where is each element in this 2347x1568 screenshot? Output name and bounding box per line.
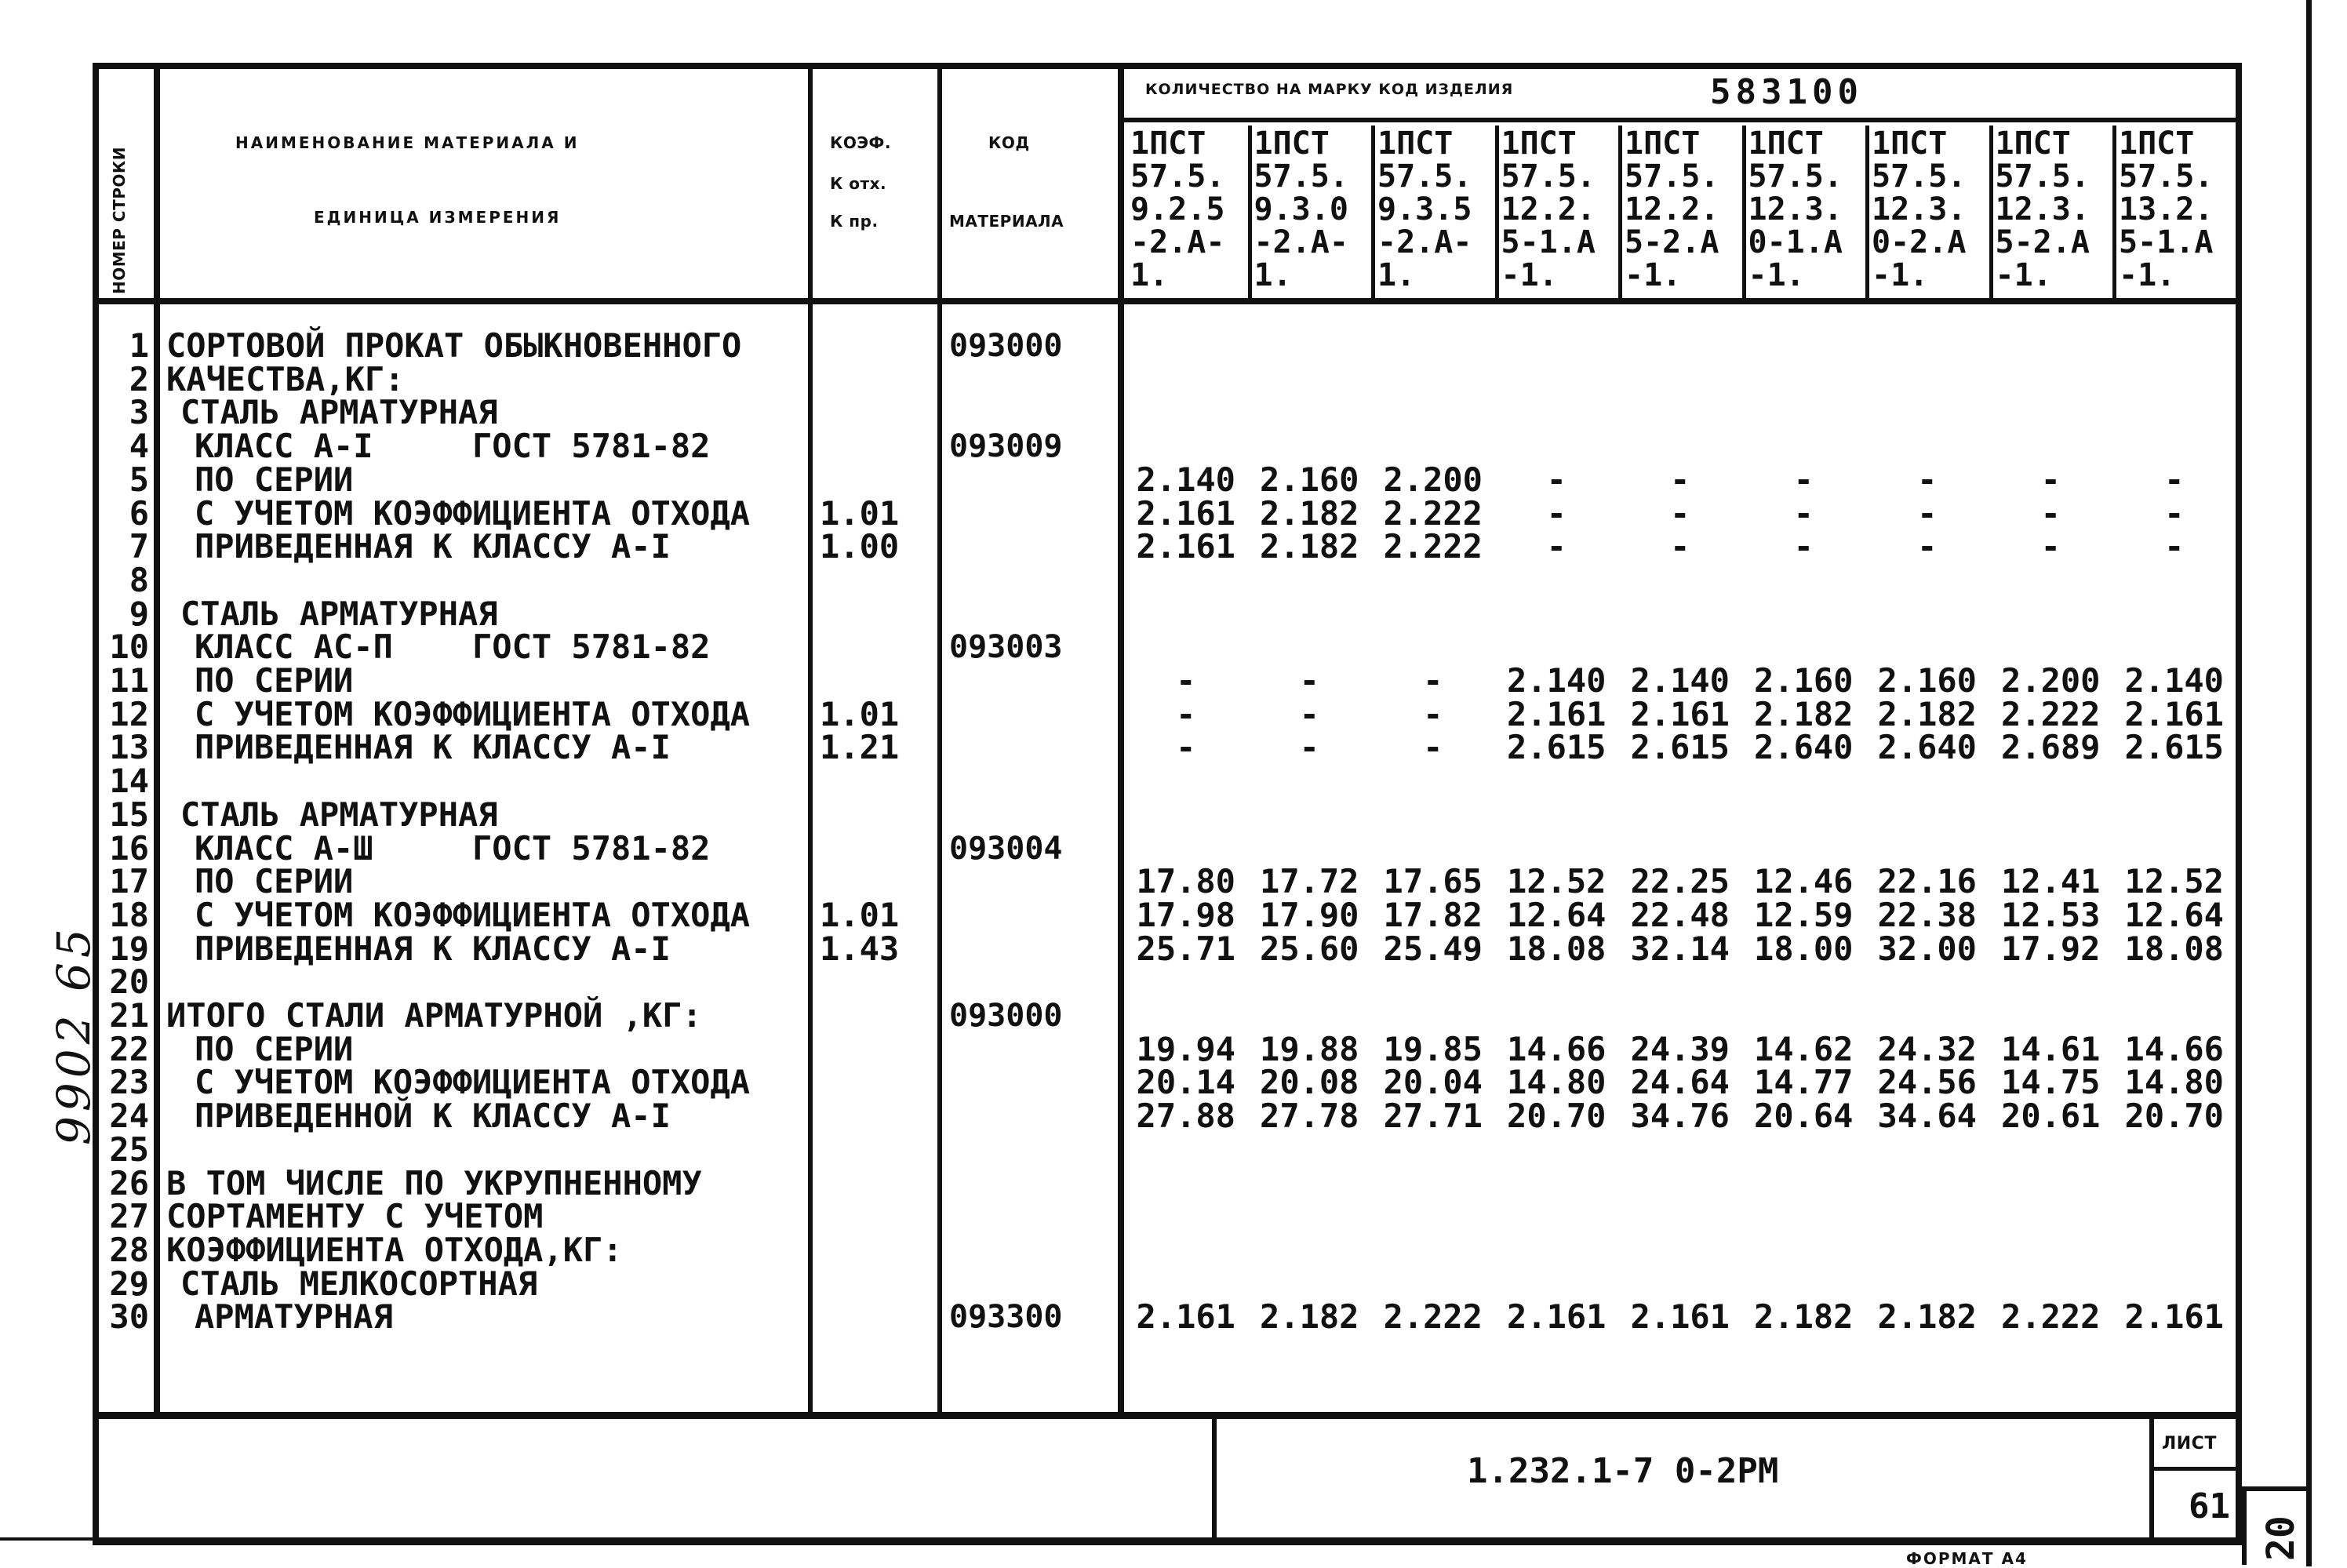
material-code: 093004 [949,830,1063,867]
product-column-header: 1ПСТ 57.5. 12.3. 0-1.А -1. [1748,127,1843,293]
header-divider [93,298,2242,304]
row-number: 27 [109,1197,149,1236]
quantity-value: 2.182 [1877,1297,1977,1337]
quantity-value: 2.161 [1136,493,1235,533]
quantity-value: 20.61 [2001,1097,2101,1136]
col-divider-coef [937,63,942,1418]
material-description: С УЧЕТОМ КОЭФФИЦИЕНТА ОТХОДА [195,895,751,934]
quantity-value: 20.04 [1383,1063,1483,1102]
quantity-value: 34.64 [1877,1097,1977,1136]
row-number-header: НОМЕР СТРОКИ [110,147,129,294]
col-divider-name [808,63,813,1418]
coef-header-line1: КОЭФ. [830,133,891,152]
quantity-value: 17.98 [1136,895,1235,934]
quantity-value: 2.140 [1136,460,1235,499]
product-column-header: 1ПСТ 57.5. 9.2.5 -2.А- 1. [1130,127,1225,293]
quantity-value: 14.66 [2124,1029,2224,1068]
quantity-value: 14.62 [1754,1029,1854,1068]
material-description: ПО СЕРИИ [195,862,354,901]
material-description: СТАЛЬ АРМАТУРНАЯ [180,594,498,633]
quantity-value: - [2164,460,2185,499]
material-description: СОРТАМЕНТУ С УЧЕТОМ [166,1197,544,1236]
coefficient: 1.43 [820,929,900,968]
format-label: ФОРМАТ А4 [1906,1549,2028,1568]
quantity-value: 2.161 [2124,1297,2224,1337]
quantity-value: 12.52 [2124,862,2224,901]
quantity-value: 2.182 [1754,694,1854,733]
row-number: 17 [109,862,149,901]
quantity-value: 17.72 [1260,862,1359,901]
row-number: 16 [109,828,149,868]
quantity-value: - [2040,493,2061,533]
quantity-value: 20.08 [1260,1063,1359,1102]
material-description: С УЧЕТОМ КОЭФФИЦИЕНТА ОТХОДА [195,1063,751,1102]
quantity-value: 32.00 [1877,929,1977,968]
quantity-value: 14.61 [2001,1029,2101,1068]
quantity-value: 2.161 [1136,527,1235,566]
row-number: 13 [109,728,149,767]
quantity-value: 2.182 [1260,493,1359,533]
page-bottom-line [0,1537,2243,1541]
quantity-value: 2.615 [1507,728,1607,767]
material-description: КЛАСС А-I ГОСТ 5781-82 [195,427,711,466]
quantity-value: 2.615 [1630,728,1730,767]
quantity-value: - [1423,661,1443,700]
row-number: 28 [109,1230,149,1269]
quantity-value: 12.59 [1754,895,1854,934]
row-number: 15 [109,795,149,834]
quantity-value: 2.222 [1383,493,1483,533]
row-number: 7 [129,527,149,566]
row-number: 12 [109,694,149,733]
row-number: 2 [129,359,149,398]
quantity-value: 2.640 [1754,728,1854,767]
quantity-value: 12.64 [1507,895,1607,934]
name-header-line1: НАИМЕНОВАНИЕ МАТЕРИАЛА И [235,133,580,152]
quantity-value: 2.140 [1630,661,1730,700]
quantity-value: 2.200 [2001,661,2101,700]
quantity-value: 24.56 [1877,1063,1977,1102]
material-description: КЛАСС АС-П ГОСТ 5781-82 [195,628,711,667]
quantity-value: 2.161 [1630,1297,1730,1337]
quantity-value: 24.32 [1877,1029,1977,1068]
sheet-number: 61 [2189,1486,2230,1526]
quantity-value: 2.640 [1877,728,1977,767]
material-description: С УЧЕТОМ КОЭФФИЦИЕНТА ОТХОДА [195,493,751,533]
quantity-value: 24.39 [1630,1029,1730,1068]
quantity-value: - [1299,661,1319,700]
product-column-header: 1ПСТ 57.5. 12.2. 5-1.А -1. [1501,127,1596,293]
quantity-value: 19.88 [1260,1029,1359,1068]
side-number: 20 [2259,1515,2303,1561]
row-number: 20 [109,962,149,1002]
qty-header: КОЛИЧЕСТВО НА МАРКУ КОД ИЗДЕЛИЯ [1145,81,1514,98]
code-header-line1: КОД [988,133,1030,152]
coefficient: 1.01 [820,694,900,733]
material-description: ПРИВЕДЕННАЯ К КЛАССУ А-I [195,929,671,968]
quantity-value: 2.160 [1260,460,1359,499]
quantity-value: - [1176,661,1196,700]
body-divider [93,1414,2242,1419]
quantity-value: - [1299,694,1319,733]
row-number: 21 [109,996,149,1035]
product-column-header-divider [1371,126,1375,300]
quantity-value: 24.64 [1630,1063,1730,1102]
code-header-line2: МАТЕРИАЛА [949,212,1064,231]
quantity-value: 2.182 [1260,527,1359,566]
quantity-value: 34.76 [1630,1097,1730,1136]
quantity-value: 2.161 [1507,694,1607,733]
quantity-value: 25.60 [1260,929,1359,968]
quantity-value: 18.00 [1754,929,1854,968]
material-code: 093000 [949,328,1063,364]
material-description: ПРИВЕДЕННАЯ К КЛАССУ А-I [195,728,671,767]
quantity-value: 14.80 [1507,1063,1607,1102]
material-description: КЛАСС А-Ш ГОСТ 5781-82 [195,828,711,868]
product-column-header-divider [1248,126,1252,300]
quantity-value: 20.64 [1754,1097,1854,1136]
material-code: 093000 [949,998,1063,1034]
product-column-header-divider [1865,126,1869,300]
row-number: 14 [109,762,149,801]
quantity-value: - [1176,694,1196,733]
row-number: 19 [109,929,149,968]
corner-box-left [2242,1486,2247,1565]
quantity-value: 12.41 [2001,862,2101,901]
quantity-value: 2.140 [2124,661,2224,700]
row-number: 5 [129,460,149,499]
material-description: СТАЛЬ АРМАТУРНАЯ [180,795,498,834]
col-divider-code [1118,63,1124,1418]
quantity-value: 25.71 [1136,929,1235,968]
quantity-value: 17.82 [1383,895,1483,934]
quantity-value: 2.140 [1507,661,1607,700]
stamp-right [2236,1418,2242,1544]
quantity-value: - [1546,493,1566,533]
row-number: 6 [129,493,149,533]
quantity-value: - [2040,460,2061,499]
row-number: 23 [109,1063,149,1102]
product-column-header: 1ПСТ 57.5. 12.3. 0-2.А -1. [1872,127,1967,293]
quantity-value: - [1917,460,1938,499]
quantity-value: - [1793,493,1814,533]
quantity-value: - [2040,527,2061,566]
margin-note: 9902 65 [47,924,100,1145]
quantity-value: 2.222 [1383,1297,1483,1337]
quantity-value: - [2164,493,2185,533]
row-number: 11 [109,661,149,700]
coef-header-line3: К пр. [830,212,879,231]
product-column-header-divider [1742,126,1746,300]
sheet-box-left [2149,1418,2154,1544]
quantity-value: 20.70 [1507,1097,1607,1136]
quantity-value: 14.77 [1754,1063,1854,1102]
material-description: СТАЛЬ МЕЛКОСОРТНАЯ [180,1264,538,1303]
quantity-value: 2.222 [1383,527,1483,566]
quantity-value: 17.90 [1260,895,1359,934]
quantity-value: 22.25 [1630,862,1730,901]
coefficient: 1.21 [820,728,900,767]
row-number: 3 [129,393,149,432]
quantity-value: 2.615 [2124,728,2224,767]
col-divider-rownum [154,63,160,1418]
quantity-value: - [1670,493,1690,533]
quantity-value: 20.14 [1136,1063,1235,1102]
quantity-value: - [1670,460,1690,499]
doc-code: 1.232.1-7 0-2РМ [1467,1451,1779,1491]
quantity-value: 17.92 [2001,929,2101,968]
material-description: КОЭФФИЦИЕНТА ОТХОДА,КГ: [166,1230,623,1269]
quantity-value: 12.52 [1507,862,1607,901]
quantity-value: 14.75 [2001,1063,2101,1102]
qty-header-underline [1118,118,2242,122]
material-description: ИТОГО СТАЛИ АРМАТУРНОЙ ,КГ: [166,996,702,1035]
product-column-header-divider [2112,126,2116,300]
row-number: 29 [109,1264,149,1303]
material-description: СТАЛЬ АРМАТУРНАЯ [180,393,498,432]
quantity-value: - [1793,527,1814,566]
row-number: 26 [109,1163,149,1202]
material-description: ПРИВЕДЕННОЙ К КЛАССУ А-I [195,1097,671,1136]
coefficient: 1.01 [820,895,900,934]
material-description: КАЧЕСТВА,КГ: [166,359,405,398]
row-number: 9 [129,594,149,633]
quantity-value: 2.161 [2124,694,2224,733]
quantity-value: 32.14 [1630,929,1730,968]
quantity-value: 2.182 [1260,1297,1359,1337]
quantity-value: 20.70 [2124,1097,2224,1136]
material-code: 093300 [949,1299,1063,1336]
quantity-value: 2.161 [1507,1297,1607,1337]
product-column-header: 1ПСТ 57.5. 9.3.5 -2.А- 1. [1377,127,1472,293]
quantity-value: - [1793,460,1814,499]
quantity-value: 19.94 [1136,1029,1235,1068]
corner-box-top [2242,1486,2309,1491]
material-description: ПО СЕРИИ [195,1029,354,1068]
quantity-value: 19.85 [1383,1029,1483,1068]
quantity-value: 22.38 [1877,895,1977,934]
quantity-value: 17.65 [1383,862,1483,901]
quantity-value: 22.16 [1877,862,1977,901]
row-number: 10 [109,628,149,667]
product-column-header-divider [1495,126,1499,300]
quantity-value: 2.161 [1136,1297,1235,1337]
page-right-edge [2306,0,2312,1566]
quantity-value: 2.160 [1877,661,1977,700]
product-column-header: 1ПСТ 57.5. 9.3.0 -2.А- 1. [1254,127,1348,293]
quantity-value: - [1670,527,1690,566]
row-number: 8 [129,560,149,599]
quantity-value: - [1546,527,1566,566]
row-number: 4 [129,427,149,466]
quantity-value: 17.80 [1136,862,1235,901]
row-number: 18 [109,895,149,934]
material-description: СОРТОВОЙ ПРОКАТ ОБЫКНОВЕННОГО [166,326,742,365]
material-description: ПО СЕРИИ [195,460,354,499]
quantity-value: 27.71 [1383,1097,1483,1136]
quantity-value: - [1299,728,1319,767]
quantity-value: 2.182 [1754,1297,1854,1337]
quantity-value: 25.49 [1383,929,1483,968]
quantity-value: 18.08 [1507,929,1607,968]
coefficient: 1.01 [820,493,900,533]
material-description: ПО СЕРИИ [195,661,354,700]
product-column-header-divider [1618,126,1622,300]
material-description: В ТОМ ЧИСЛЕ ПО УКРУПНЕННОМУ [166,1163,702,1202]
coef-header-line2: К отх. [830,174,887,193]
quantity-value: 12.53 [2001,895,2101,934]
product-column-header: 1ПСТ 57.5. 12.2. 5-2.А -1. [1625,127,1719,293]
quantity-value: - [1423,728,1443,767]
row-number: 1 [129,326,149,365]
quantity-value: - [1176,728,1196,767]
sheet-box-mid [2149,1467,2240,1471]
stamp-left [93,1418,99,1544]
quantity-value: 2.200 [1383,460,1483,499]
material-code: 093003 [949,629,1063,666]
coefficient: 1.00 [820,527,900,566]
quantity-value: 2.222 [2001,1297,2101,1337]
quantity-value: 2.222 [2001,694,2101,733]
quantity-value: - [1917,527,1938,566]
quantity-value: 2.161 [1630,694,1730,733]
quantity-value: 2.160 [1754,661,1854,700]
quantity-value: - [1546,460,1566,499]
product-column-header-divider [1989,126,1993,300]
quantity-value: 27.78 [1260,1097,1359,1136]
quantity-value: 12.46 [1754,862,1854,901]
quantity-value: 27.88 [1136,1097,1235,1136]
material-code: 093009 [949,428,1063,465]
quantity-value: 22.48 [1630,895,1730,934]
name-header-line2: ЕДИНИЦА ИЗМЕРЕНИЯ [314,208,562,227]
sheet-label: ЛИСТ [2162,1434,2217,1453]
quantity-value: 12.64 [2124,895,2224,934]
quantity-value: - [1423,694,1443,733]
stamp-divider [1212,1418,1217,1544]
product-column-header: 1ПСТ 57.5. 12.3. 5-2.А -1. [1995,127,2090,293]
row-number: 24 [109,1097,149,1136]
quantity-value: - [1917,493,1938,533]
row-number: 22 [109,1029,149,1068]
quantity-value: 2.689 [2001,728,2101,767]
material-description: ПРИВЕДЕННАЯ К КЛАССУ А-I [195,527,671,566]
quantity-value: 14.80 [2124,1063,2224,1102]
quantity-value: 14.66 [1507,1029,1607,1068]
quantity-value: 18.08 [2124,929,2224,968]
quantity-value: 2.182 [1877,694,1977,733]
row-number: 30 [109,1297,149,1337]
material-description: С УЧЕТОМ КОЭФФИЦИЕНТА ОТХОДА [195,694,751,733]
quantity-value: - [2164,527,2185,566]
material-description: АРМАТУРНАЯ [195,1297,393,1337]
product-column-header: 1ПСТ 57.5. 13.2. 5-1.А -1. [2119,127,2214,293]
product-code: 583100 [1710,72,1863,112]
row-number: 25 [109,1130,149,1169]
